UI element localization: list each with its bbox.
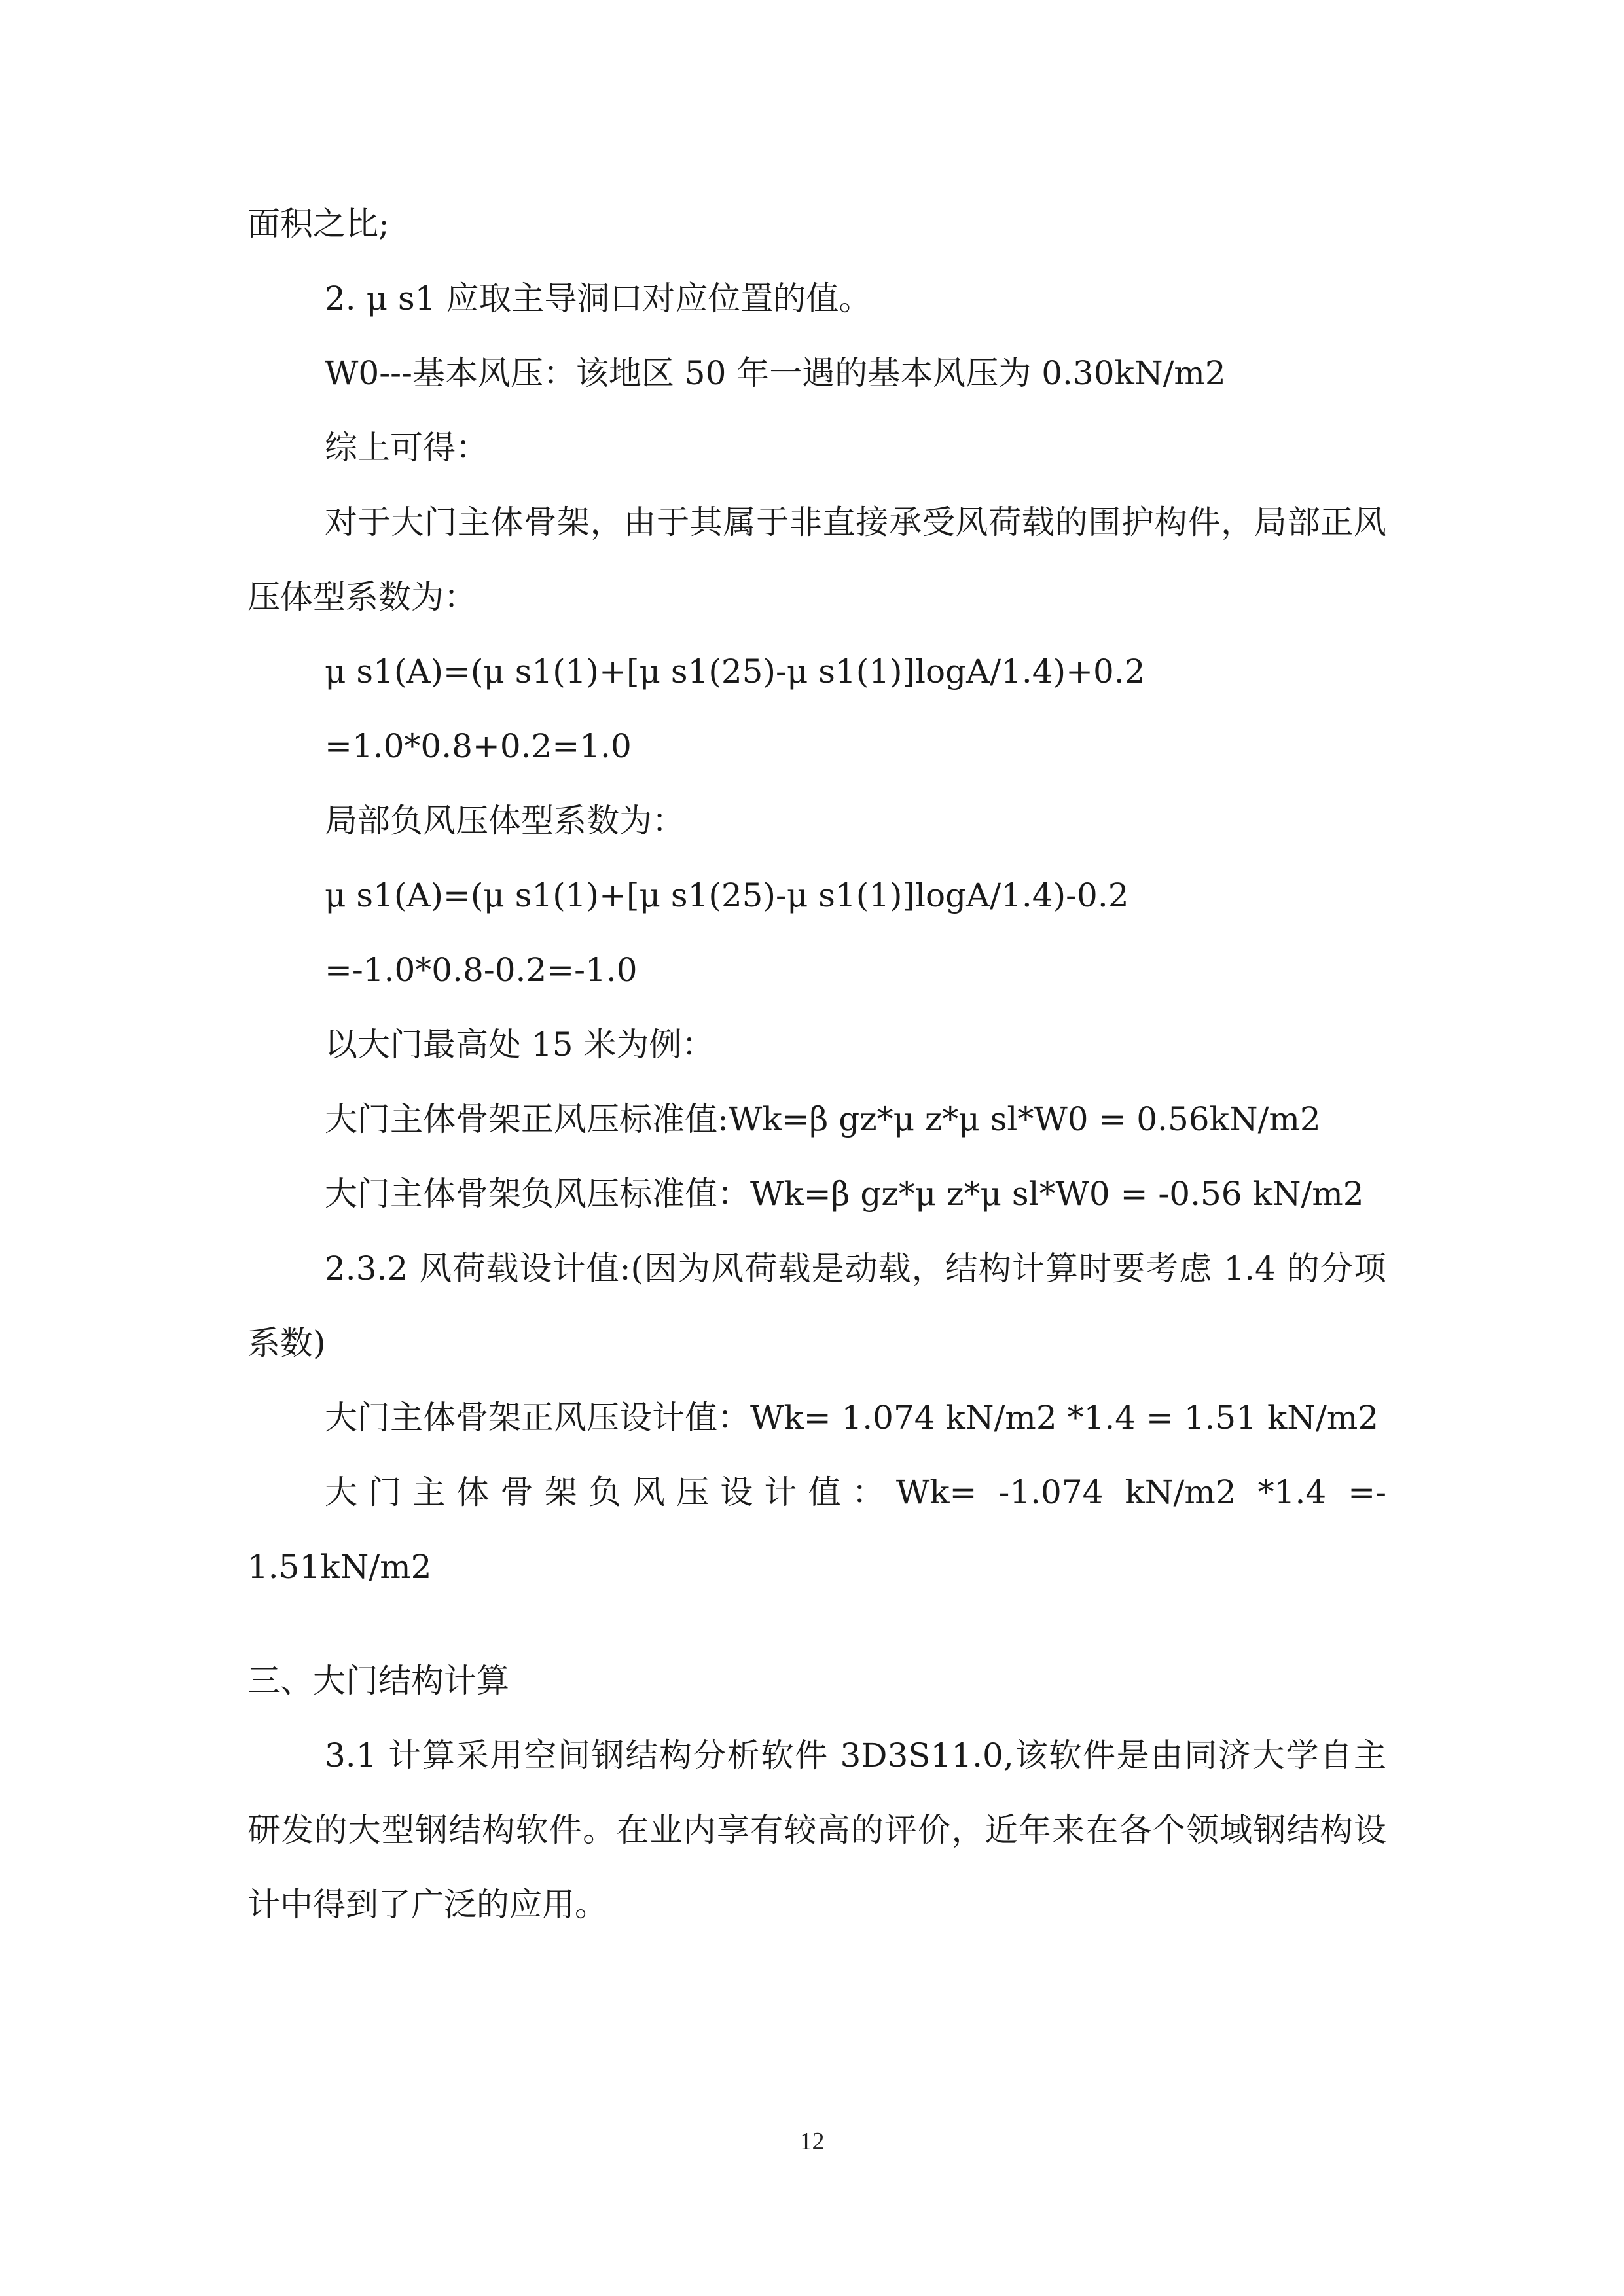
paragraph-positive-design: 大门主体骨架正风压设计值：Wk= 1.074 kN/m2 *1.4 = 1.51 kN/m2 (325, 1399, 1379, 1437)
paragraph-negative-design: 大门主体骨架负风压设计值：Wk= -1.074 kN/m2 *1.4 =- 1.51kN/m2 (247, 1473, 1386, 1586)
formula-positive-result: =1.0*0.8+0.2=1.0 (325, 727, 632, 765)
paragraph-negative-coefficient: 局部负风压体型系数为： (325, 802, 685, 840)
formula-negative-result: =-1.0*0.8-0.2=-1.0 (325, 951, 638, 989)
paragraph-note: 2. μ s1 应取主导洞口对应位置的值。 (325, 279, 872, 317)
document-body (247, 187, 1386, 1942)
paragraph-negative-standard: 大门主体骨架负风压标准值：Wk=β gz*μ z*μ sl*W0 = -0.56 kN/m2 (325, 1175, 1364, 1213)
paragraph-example-height: 以大门最高处 15 米为例： (325, 1026, 715, 1064)
paragraph-summary: 综上可得： (325, 429, 488, 467)
paragraph-line: 面积之比; (247, 205, 389, 243)
section-heading-3: 三、大门结构计算 (247, 1662, 509, 1700)
paragraph-door-frame: 对于大门主体骨架，由于其属于非直接承受风荷载的围护构件，局部正风压体型系数为： (247, 503, 1386, 616)
formula-negative-coefficient: μ s1(A)=(μ s1(1)+[μ s1(25)-μ s1(1)]logA/1.4)-0.2 (325, 876, 1129, 914)
formula-positive-coefficient: μ s1(A)=(μ s1(1)+[μ s1(25)-μ s1(1)]logA/1.4)+0.2 (325, 653, 1146, 691)
section-2-3-2: 2.3.2 风荷载设计值:(因为风荷载是动载，结构计算时要考虑 1.4 的分项系数) (247, 1249, 1386, 1362)
paragraph-positive-standard: 大门主体骨架正风压标准值:Wk=β gz*μ z*μ sl*W0 = 0.56kN/m2 (325, 1100, 1321, 1138)
page-number: 12 (799, 2128, 825, 2155)
paragraph-software: 3.1 计算采用空间钢结构分析软件 3D3S11.0,该软件是由同济大学自主研发的大型钢结构软件。在业内享有较高的评价，近年来在各个领域钢结构设计中得到了广泛的应用。 (247, 1736, 1386, 1924)
paragraph-basic-wind-pressure: W0---基本风压：该地区 50 年一遇的基本风压为 0.30kN/m2 (325, 354, 1226, 392)
